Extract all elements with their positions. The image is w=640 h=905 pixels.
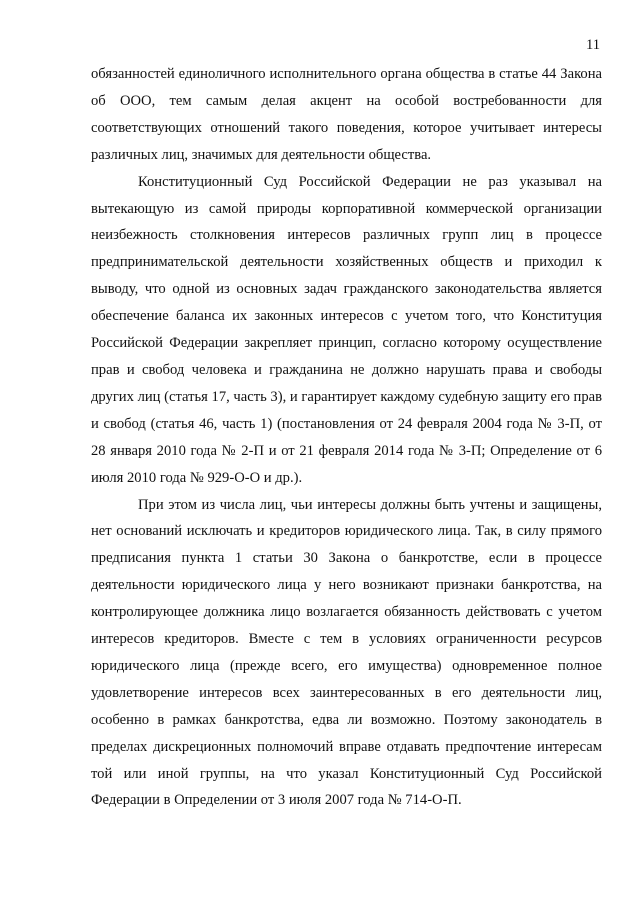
paragraph-continuation: обязанностей единоличного исполнительного органа общества в статье 44 Закона об ООО, тем самым делая акцент на особой востребованности для соответствующих отношений такого поведения, которое учитывает интересы различных лиц, значимых для деятельности общества. bbox=[91, 66, 602, 163]
paragraph-constitutional-court: Конституционный Суд Российской Федерации не раз указывал на вытекающую из самой природы корпоративной коммерческой организации неизбежность столкновения интересов различных групп лиц в процессе предпринимательской деятельности хозяйственных обществ и приходил к выводу, что одной из основных задач гражданского законодательства является обеспечение баланса их законных интересов с учетом того, что Конституция Российской Федерации закрепляет принцип, согласно которому осуществление прав и свобод человека и гражданина не должно нарушать права и свободы других лиц (статья 17, часть 3), и гарантирует каждому судебную защиту его прав и свобод (статья 46, часть 1) (постановления от 24 февраля 2004 года № 3-П, от 28 января 2010 года № 2-П и от 21 февраля 2014 года № 3-П; Определение от 6 июля 2010 года № 929-О-О и др.). bbox=[91, 173, 602, 486]
paragraph-creditors: При этом из числа лиц, чьи интересы должны быть учтены и защищены, нет оснований исключать и кредиторов юридического лица. Так, в силу прямого предписания пункта 1 статьи 30 Закона о банкротстве, если в процессе деятельности юридического лица у него возникают признаки банкротства, на контролирующее должника лицо возлагается обязанность действовать с учетом интересов кредиторов. Вместе с тем в условиях ограниченности ресурсов юридического лица (прежде всего, его имущества) одновременное полное удовлетворение интересов всех заинтересованных в его деятельности лиц, особенно в рамках банкротства, едва ли возможно. Поэтому законодатель в пределах дискреционных полномочий вправе отдавать предпочтение интересам той или иной группы, на что указал Конституционный Суд Российской Федерации в Определении от 3 июля 2007 года № 714-О-П. bbox=[91, 496, 602, 809]
page-number: 11 bbox=[585, 37, 600, 53]
document-body bbox=[91, 61, 602, 814]
